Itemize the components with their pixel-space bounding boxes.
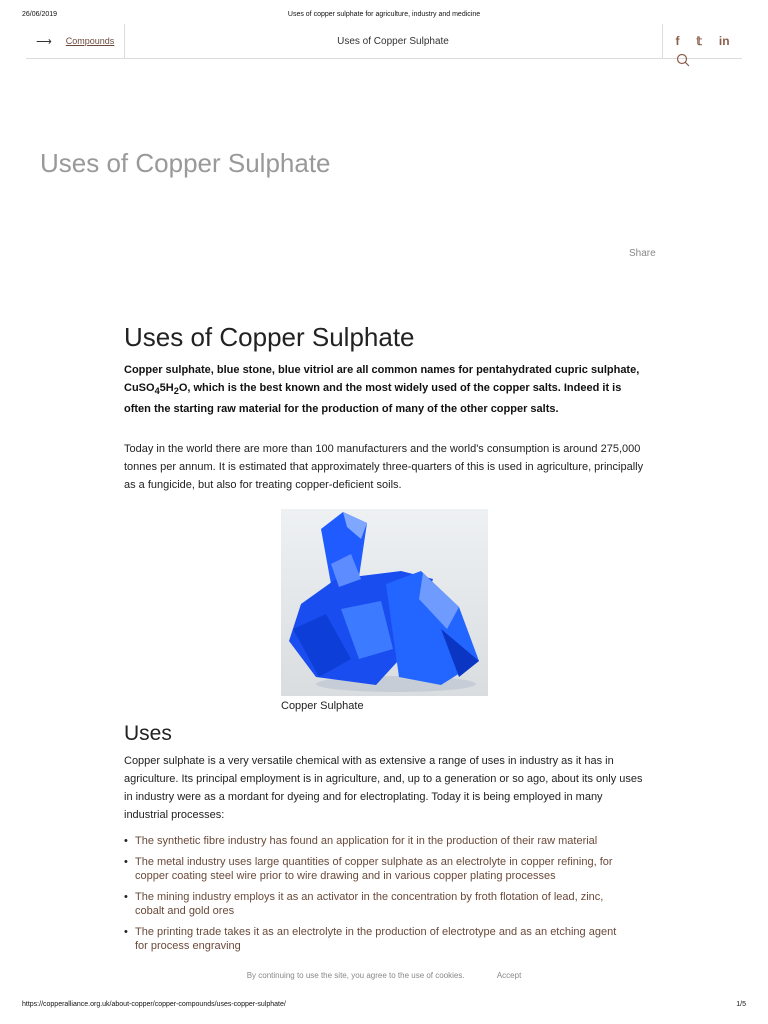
lead-text-before: Copper sulphate, blue stone, blue vitriol are all common names for pentahydrated cupric sulphate, CuSO (124, 364, 640, 394)
list-item[interactable]: • The synthetic fibre industry has found an application for it in the production of their raw material (124, 834, 624, 848)
article-title: Uses of Copper Sulphate (124, 322, 415, 352)
list-item[interactable]: • The mining industry employs it as an activator in the concentration by froth flotation of lead, zinc, cobalt and gold ores (124, 890, 624, 918)
lead-sub-2: 2 (173, 386, 179, 397)
accept-button[interactable]: Accept (496, 971, 522, 980)
list-item[interactable]: • The printing trade takes it as an electrolyte in the production of electrotype and as an etching agent for process engraving (124, 925, 624, 953)
lead-sub-4: 4 (154, 386, 160, 397)
print-title: Uses of copper sulphate for agriculture, industry and medicine (287, 11, 481, 18)
print-url: https://copperalliance.org.uk/about-copper/copper-compounds/uses-copper-sulphate/ (22, 1001, 286, 1008)
nav-page-title: Uses of Copper Sulphate (337, 35, 449, 47)
arrow-right-icon: ⟶ (36, 35, 52, 48)
search-icon[interactable] (676, 54, 690, 68)
back-link-label[interactable]: Compounds (65, 36, 115, 46)
crystal-figure (281, 509, 488, 712)
uses-heading: Uses (124, 722, 172, 745)
top-navbar (26, 24, 742, 59)
lead-text-after: O, which is the best known and the most widely used of the copper salts. Indeed it is often the starting raw material for the production of many of the other copper salts. (124, 382, 622, 416)
lead-text-mid: 5H (159, 382, 174, 394)
uses-list (124, 834, 624, 960)
social-links (662, 24, 742, 58)
back-link[interactable] (26, 24, 125, 58)
cookie-banner (0, 971, 768, 980)
facebook-icon[interactable]: f (675, 34, 680, 48)
cookie-text: By continuing to use the site, you agree to the use of cookies. (246, 971, 465, 980)
print-date: 26/06/2019 (22, 11, 58, 18)
page-number: 1/5 (736, 1001, 746, 1008)
uses-paragraph: Copper sulphate is a very versatile chemical with as extensive a range of uses in industry as it has in agriculture. Its principal employment is in agriculture, and, up to a generation or so ago, about its only uses in industry were as a mordant for dyeing and for electroplating. Today it is being employed in many industrial processes: (124, 755, 643, 821)
list-item[interactable]: • The metal industry uses large quantities of copper sulphate as an electrolyte in copper refining, for copper coating steel wire prior to wire drawing and in various copper plating processes (124, 855, 624, 883)
copper-sulphate-crystal-image (281, 509, 488, 696)
intro-paragraph: Today in the world there are more than 100 manufacturers and the world's consumption is around 275,000 tonnes per annum. It is estimated that approximately three-quarters of this is used in agriculture, principally as a fungicide, but also for treating copper-deficient soils. (124, 443, 644, 492)
twitter-icon[interactable]: 𝕥 (696, 34, 702, 48)
figure-caption: Copper Sulphate (281, 700, 364, 712)
linkedin-icon[interactable]: in (718, 34, 730, 48)
hero-title: Uses of Copper Sulphate (40, 148, 331, 178)
lead-paragraph (124, 361, 644, 418)
share-button[interactable]: Share (629, 248, 656, 259)
article-body (124, 322, 644, 494)
